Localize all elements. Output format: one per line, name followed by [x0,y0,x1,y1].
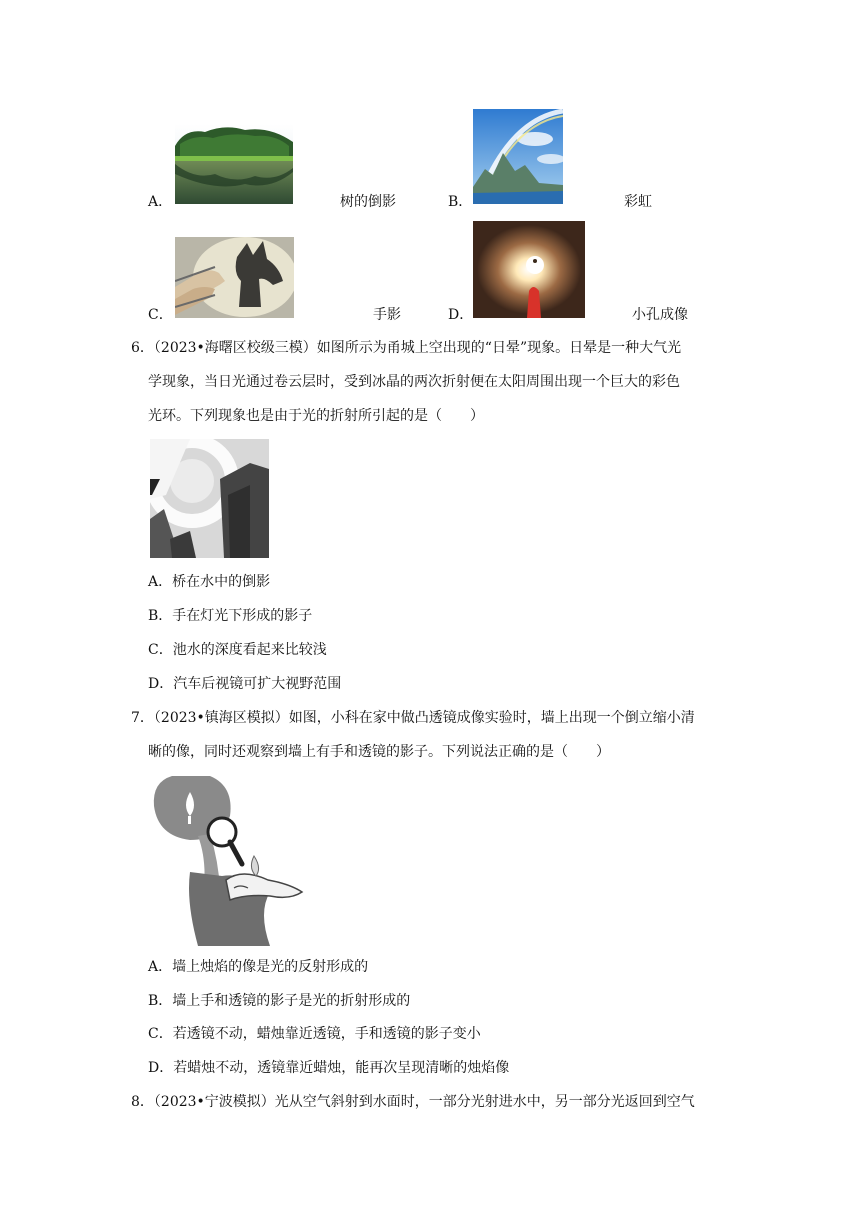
question-stem: 光环。下列现象也是由于光的折射所引起的是（ ） [148,408,484,424]
question-stem: 8．（2023•宁波模拟）光从空气斜射到水面时，一部分光射进水中，另一部分光返回到空气 [131,1094,695,1110]
lens-experiment-image [150,772,305,946]
pinhole-image [473,221,585,318]
option-caption: 彩虹 [624,194,652,210]
question-stem: 7．（2023•镇海区模拟）如图，小科在家中做凸透镜成像实验时，墙上出现一个倒立缩小清 [131,710,695,726]
option-a: A．桥在水中的倒影 [148,574,271,590]
option-caption: 树的倒影 [340,194,396,210]
option-b: B．手在灯光下形成的影子 [148,608,313,624]
option-c: C．若透镜不动，蜡烛靠近透镜，手和透镜的影子变小 [148,1026,481,1042]
question-stem: 6．（2023•海曙区校级三模）如图所示为甬城上空出现的“日晕”现象。日晕是一种大气光 [131,340,682,356]
option-caption: 小孔成像 [632,307,688,323]
option-b: B．墙上手和透镜的影子是光的折射形成的 [148,993,411,1009]
option-letter: C． [148,307,173,323]
sun-halo-image [150,439,269,558]
hand-shadow-image [175,237,294,318]
option-d: D．若蜡烛不动，透镜靠近蜡烛，能再次呈现清晰的烛焰像 [148,1060,510,1076]
option-letter: A． [148,194,173,210]
rainbow-image [473,109,563,204]
option-c: C．池水的深度看起来比较浅 [148,642,327,658]
question-stem: 学现象，当日光通过卷云层时，受到冰晶的两次折射便在太阳周围出现一个巨大的彩色 [148,374,680,390]
question-stem: 晰的像，同时还观察到墙上有手和透镜的影子。下列说法正确的是（ ） [148,744,610,760]
option-letter: B． [448,194,473,210]
option-letter: D． [448,307,474,323]
option-d: D．汽车后视镜可扩大视野范围 [148,676,342,692]
option-a: A．墙上烛焰的像是光的反射形成的 [148,959,369,975]
tree-reflection-image [175,124,293,204]
option-caption: 手影 [373,307,401,323]
